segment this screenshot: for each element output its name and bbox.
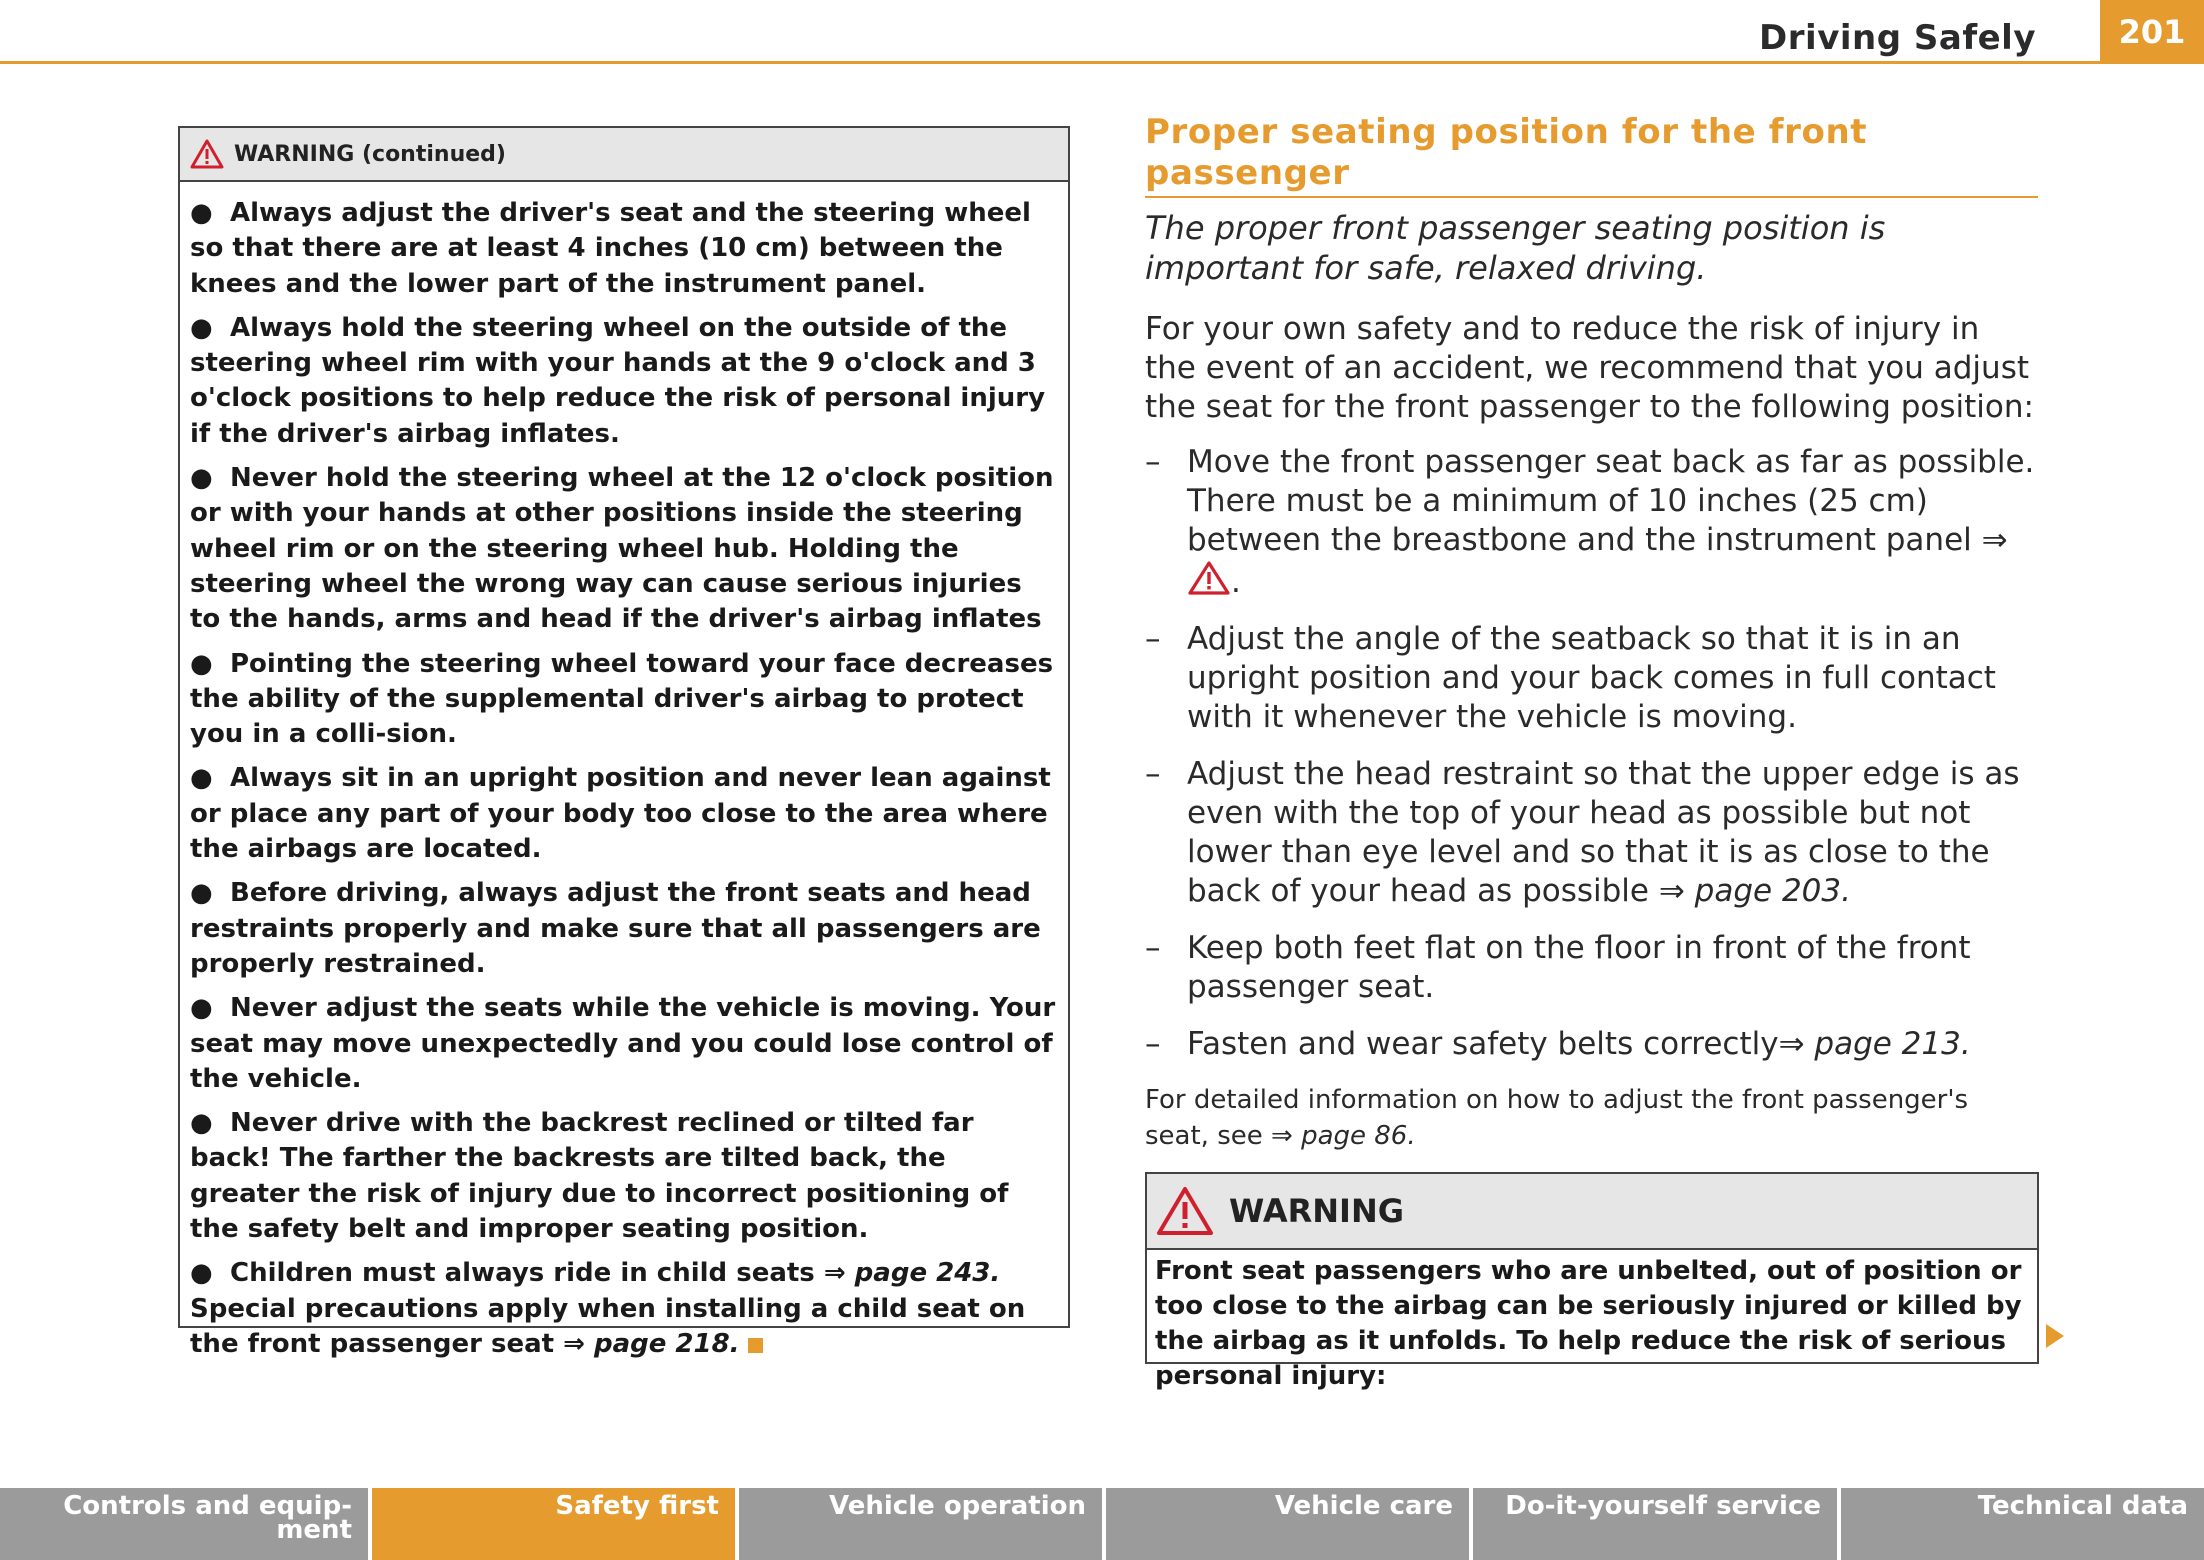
warning-box — [1145, 1172, 2039, 1391]
list-item — [190, 1256, 1060, 1362]
warning-header — [1147, 1174, 2037, 1250]
tab-safety-first[interactable] — [372, 1488, 739, 1560]
warning-body: Front seat passengers who are unbelted, out of position or too close to the airbag can be seriously injured or killed by the airbag as it unfolds. To help reduce the risk of serious personal injury: — [1155, 1256, 2022, 1391]
list-item — [190, 196, 1060, 302]
list-item-text: Always sit in an upright position and never lean against or place any part of your body too close to the area where the airbags are located. — [190, 763, 1051, 865]
bullet-icon: ● — [190, 878, 213, 909]
tab-label-line2: ment — [276, 1515, 352, 1545]
page-number: 201 — [2100, 0, 2204, 64]
bullet-icon: ● — [190, 463, 213, 494]
section-paragraph: For your own safety and to reduce the risk of injury in the event of an accident, we recommend that you adjust the seat for the front passenger to the following position: — [1145, 311, 2034, 425]
header-rule — [0, 61, 2100, 64]
page-ref-link[interactable]: page 243. — [854, 1258, 1001, 1289]
page-ref-link[interactable]: page 218. — [593, 1328, 740, 1359]
bullet-icon: ● — [190, 648, 213, 679]
dash-marker: – — [1145, 621, 1161, 657]
dash-marker: – — [1145, 444, 1161, 480]
list-item-text: Before driving, always adjust the front seats and head restraints properly and make sure that all passengers are properly restrained. — [190, 878, 1041, 979]
list-item — [190, 991, 1060, 1097]
tab-label: Vehicle care — [1274, 1491, 1453, 1521]
list-item-text: Never drive with the backrest reclined or tilted far back! The farther the backrests are tilted back, the greater the risk of injury due to incorrect positioning of the safety belt and improper seating position. — [190, 1108, 1009, 1245]
tab-vehicle-care[interactable] — [1106, 1488, 1473, 1560]
footer-nav — [0, 1488, 2204, 1560]
warning-list — [180, 182, 1068, 1362]
section-end-marker — [748, 1338, 763, 1353]
tab-label: Vehicle operation — [829, 1491, 1086, 1521]
step-text-end: . — [1231, 564, 1241, 600]
step-text: Adjust the angle of the seatback so that it is in an upright position and your back comes in full contact with it whenever the vehicle is moving. — [1187, 621, 1996, 735]
right-column — [1145, 112, 2038, 1154]
tab-label: Safety first — [555, 1491, 719, 1521]
list-item-text: Special precautions apply when installing a child seat on the front passenger seat ⇒ — [190, 1293, 1026, 1359]
warning-triangle-icon — [1155, 1185, 1215, 1237]
step-text: Fasten and wear safety belts correctly⇒ — [1187, 1026, 1815, 1062]
step-item — [1145, 1025, 2038, 1064]
step-text: Adjust the head restraint so that the upper edge is as even with the top of your head as possible but not lower than eye level and so that it is as close to the back of your head as possible ⇒ — [1187, 756, 2020, 909]
page-ref-link[interactable]: page 86. — [1301, 1121, 1416, 1151]
tab-label: Do-it-yourself service — [1505, 1491, 1821, 1521]
page-ref-link[interactable]: page 213. — [1814, 1026, 1971, 1062]
warning-continued-header — [180, 128, 1068, 182]
step-item — [1145, 929, 2038, 1007]
bullet-icon: ● — [190, 198, 213, 228]
list-item — [190, 761, 1060, 867]
continue-arrow-icon — [2044, 1322, 2066, 1350]
list-item-text: Never adjust the seats while the vehicle is moving. Your seat may move unexpectedly and you could lose control of the vehicle. — [190, 993, 1056, 1094]
step-item — [1145, 620, 2038, 737]
tab-do-it-yourself-service[interactable] — [1473, 1488, 1841, 1560]
warning-continued-box — [178, 126, 1070, 1359]
tab-technical-data[interactable] — [1841, 1488, 2204, 1560]
section-heading: Proper seating position for the front passenger — [1145, 112, 2038, 198]
list-item — [190, 311, 1060, 452]
list-item-text: Always adjust the driver's seat and the steering wheel so that there are at least 4 inches (10 cm) between the knees and the lower part of the instrument panel. — [190, 198, 1031, 299]
bullet-icon: ● — [190, 1258, 213, 1289]
dash-marker: – — [1145, 1026, 1161, 1062]
list-item-text: Children must always ride in child seats ⇒ — [230, 1258, 855, 1289]
warning-triangle-icon — [190, 139, 224, 169]
step-text: Keep both feet flat on the floor in front of the front passenger seat. — [1187, 930, 1971, 1005]
detail-note-text: For detailed information on how to adjust the front passenger's seat, see ⇒ — [1145, 1085, 1969, 1151]
warning-continued-title: WARNING (continued) — [234, 141, 506, 167]
step-item — [1145, 443, 2038, 602]
bullet-icon: ● — [190, 1108, 213, 1139]
list-item — [190, 461, 1060, 637]
step-item — [1145, 755, 2038, 911]
tab-label: Controls and equip- — [63, 1491, 352, 1521]
warning-title: WARNING — [1229, 1192, 1404, 1230]
list-item-text: Never hold the steering wheel at the 12 o'clock position or with your hands at other positions inside the steering wheel rim or on the steering wheel hub. Holding the steering wheel the wrong way can cause serious injuries to the hands, arms and head if the driver's airbag inflates — [190, 463, 1054, 635]
bullet-icon: ● — [190, 993, 213, 1024]
page-title: Driving Safely — [1759, 18, 2036, 58]
page-ref-link[interactable]: page 203. — [1694, 873, 1851, 909]
list-item — [190, 876, 1060, 982]
warning-triangle-icon[interactable] — [1187, 560, 1231, 596]
list-item — [190, 1106, 1060, 1247]
tab-vehicle-operation[interactable] — [739, 1488, 1106, 1560]
list-item — [190, 647, 1060, 753]
section-intro: The proper front passenger seating position is important for safe, relaxed driving. — [1145, 209, 1886, 287]
tab-label: Technical data — [1977, 1491, 2188, 1521]
step-text: Move the front passenger seat back as far as possible. There must be a minimum of 10 inches (25 cm) between the breastbone and the instrument panel ⇒ — [1187, 444, 2035, 558]
steps-list — [1145, 443, 2038, 1064]
dash-marker: – — [1145, 930, 1161, 966]
bullet-icon: ● — [190, 763, 213, 794]
detail-note — [1145, 1082, 2038, 1154]
list-item-text: Always hold the steering wheel on the outside of the steering wheel rim with your hands at the 9 o'clock and 3 o'clock positions to help reduce the risk of personal injury if the driver's airbag inflates. — [190, 312, 1046, 449]
list-item-text: Pointing the steering wheel toward your face decreases the ability of the supplemental driver's airbag to protect you in a colli-sion. — [190, 648, 1054, 750]
tab-controls-and-equipment[interactable] — [0, 1488, 372, 1560]
dash-marker: – — [1145, 756, 1161, 792]
bullet-icon: ● — [190, 312, 213, 343]
